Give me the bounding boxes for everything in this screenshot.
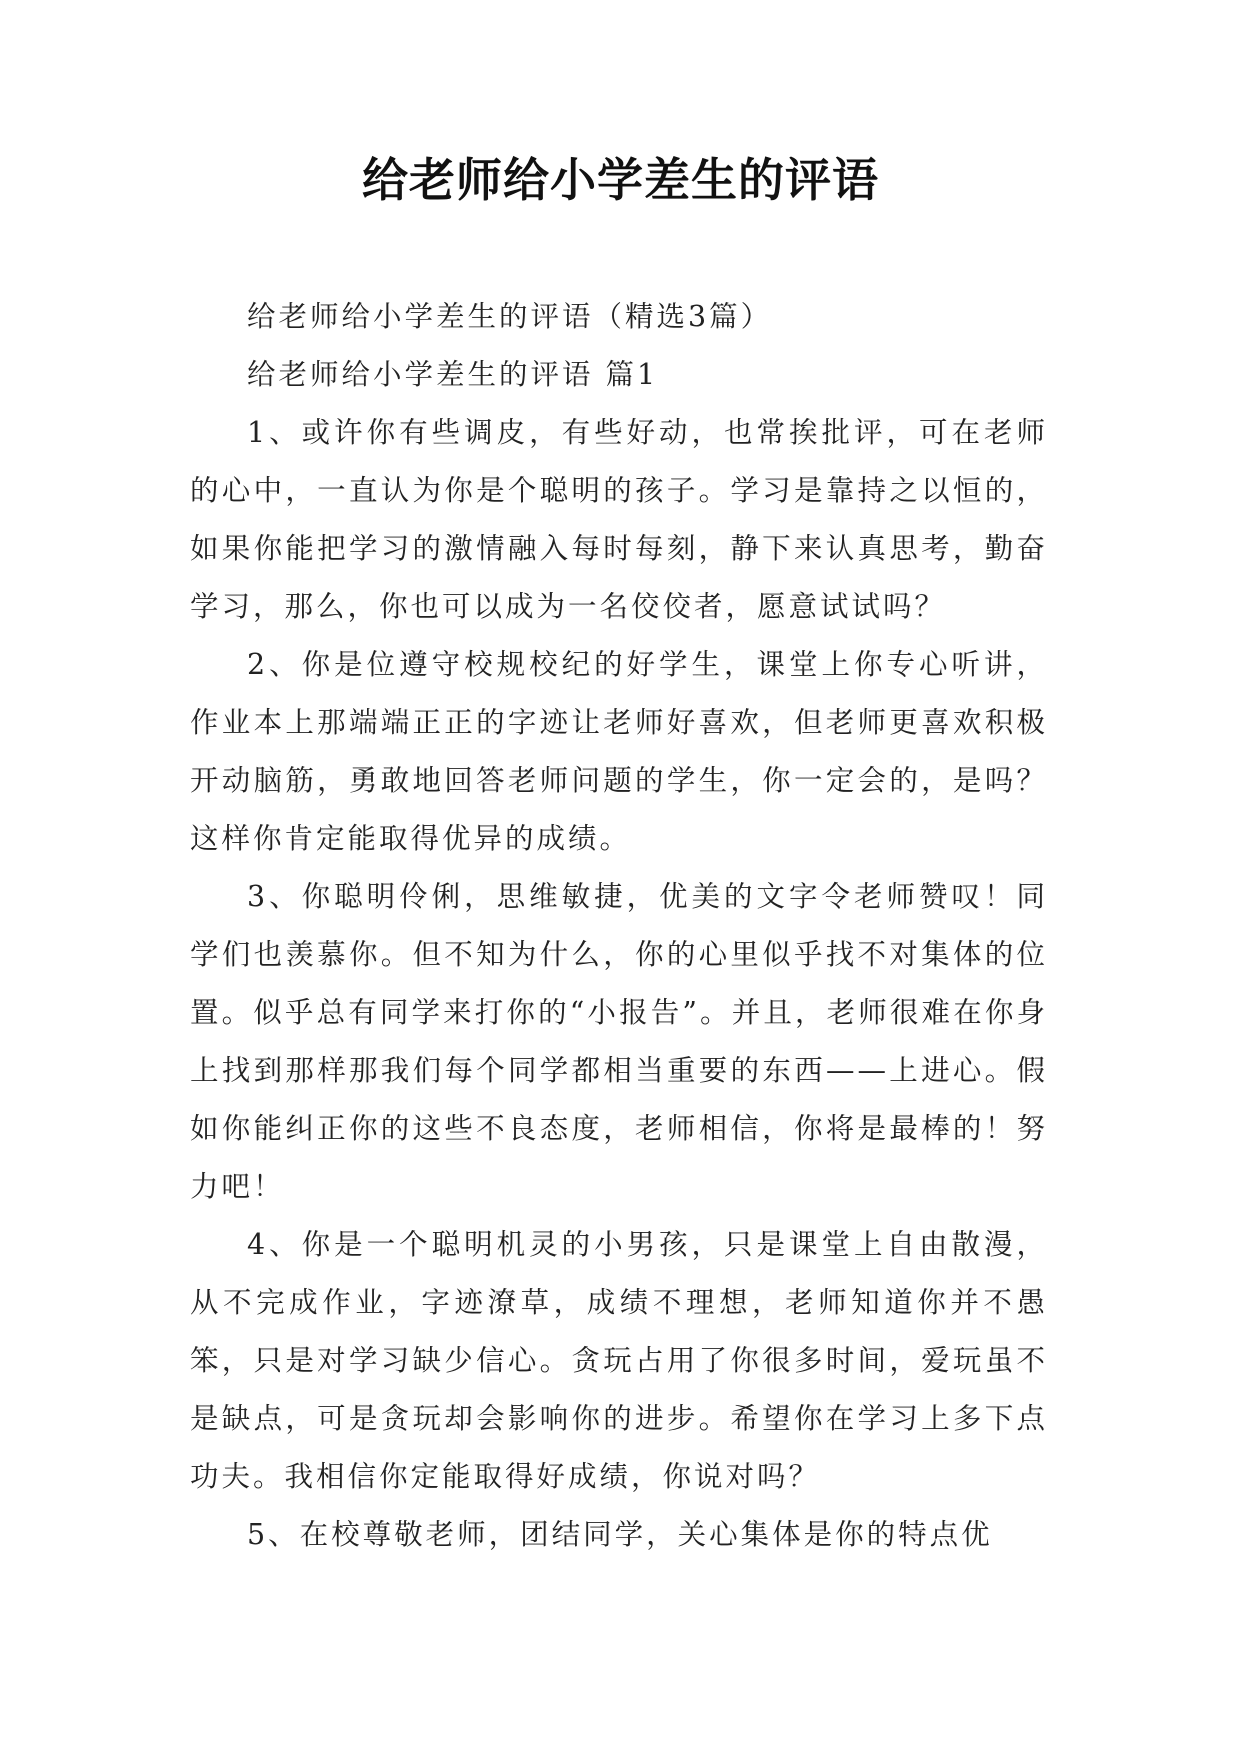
comment-paragraph-5: 5、在校尊敬老师，团结同学，关心集体是你的特点优 — [247, 1518, 993, 1551]
comment-paragraph-1: 1、或许你有些调皮，有些好动，也常挨批评，可在老师的心中，一直认为你是个聪明的孩子。学习是靠持之以恒的，如果你能把学习的激情融入每时每刻，静下来认真思考，勤奋学习，那么，你也可以成为一名佼佼者，愿意试试吗？ — [190, 416, 1048, 623]
section-heading: 给老师给小学差生的评语 篇1 — [247, 358, 659, 391]
document-title: 给老师给小学差生的评语 — [362, 153, 879, 207]
document-body — [190, 288, 1048, 1564]
comment-paragraph-4: 4、你是一个聪明机灵的小男孩，只是课堂上自由散漫，从不完成作业，字迹潦草，成绩不理想，老师知道你并不愚笨，只是对学习缺少信心。贪玩占用了你很多时间，爱玩虽不是缺点，可是贪玩却会影响你的进步。希望你在学习上多下点功夫。我相信你定能取得好成绩，你说对吗？ — [190, 1228, 1048, 1493]
collection-heading: 给老师给小学差生的评语（精选3篇） — [247, 300, 773, 333]
comment-paragraph-3: 3、你聪明伶俐，思维敏捷，优美的文字令老师赞叹！同学们也羡慕你。但不知为什么，你的心里似乎找不对集体的位置。似乎总有同学来打你的“小报告”。并且，老师很难在你身上找到那样那我们每个同学都相当重要的东西——上进心。假如你能纠正你的这些不良态度，老师相信，你将是最棒的！努力吧！ — [190, 880, 1048, 1203]
comment-paragraph-2: 2、你是位遵守校规校纪的好学生，课堂上你专心听讲，作业本上那端端正正的字迹让老师好喜欢，但老师更喜欢积极开动脑筋，勇敢地回答老师问题的学生，你一定会的，是吗？这样你肯定能取得优异的成绩。 — [190, 648, 1048, 855]
